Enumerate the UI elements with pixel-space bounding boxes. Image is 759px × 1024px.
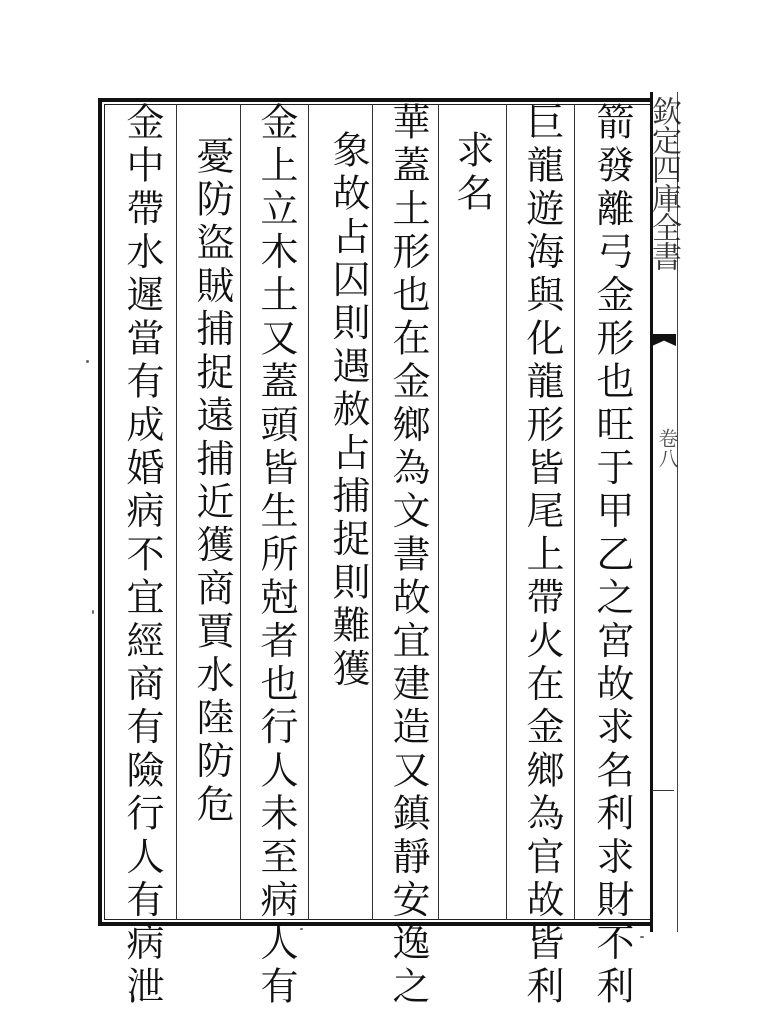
margin-book-title: 欽定四庫全書 [646, 96, 681, 270]
print-speck [92, 610, 94, 614]
print-speck [86, 360, 89, 363]
column-rule [574, 104, 575, 920]
margin-tick [652, 790, 674, 791]
margin-juan-number: 卷八 [655, 428, 679, 468]
print-speck [640, 936, 644, 938]
text-column-3: 求名 [450, 130, 494, 217]
column-rule [506, 104, 507, 920]
text-column-8: 金中帶水遲當有成婚病不宜經商有險行人有病泄 [120, 102, 164, 1010]
text-column-2: 巨龍遊海與化龍形皆尾上帶火在金鄉為官故皆利 [520, 102, 564, 1010]
text-column-7: 憂防盜賊捕捉遠捕近獲商賈水陸防危 [190, 136, 234, 828]
column-rule [176, 104, 177, 920]
text-column-5: 象故占囚則遇赦占捕捉則難獲 [326, 130, 370, 692]
print-speck [300, 928, 303, 930]
text-column-1: 箭發離弓金形也旺于甲乙之宮故求名利求財不利 [590, 102, 634, 1010]
column-rule [438, 104, 439, 920]
text-column-6: 金上立木土又蓋頭皆生所尅者也行人未至病人有 [254, 102, 298, 1010]
text-column-4: 華蓋土形也在金鄉為文書故宜建造又鎮靜安逸之 [386, 102, 430, 1010]
column-rule [308, 104, 309, 920]
